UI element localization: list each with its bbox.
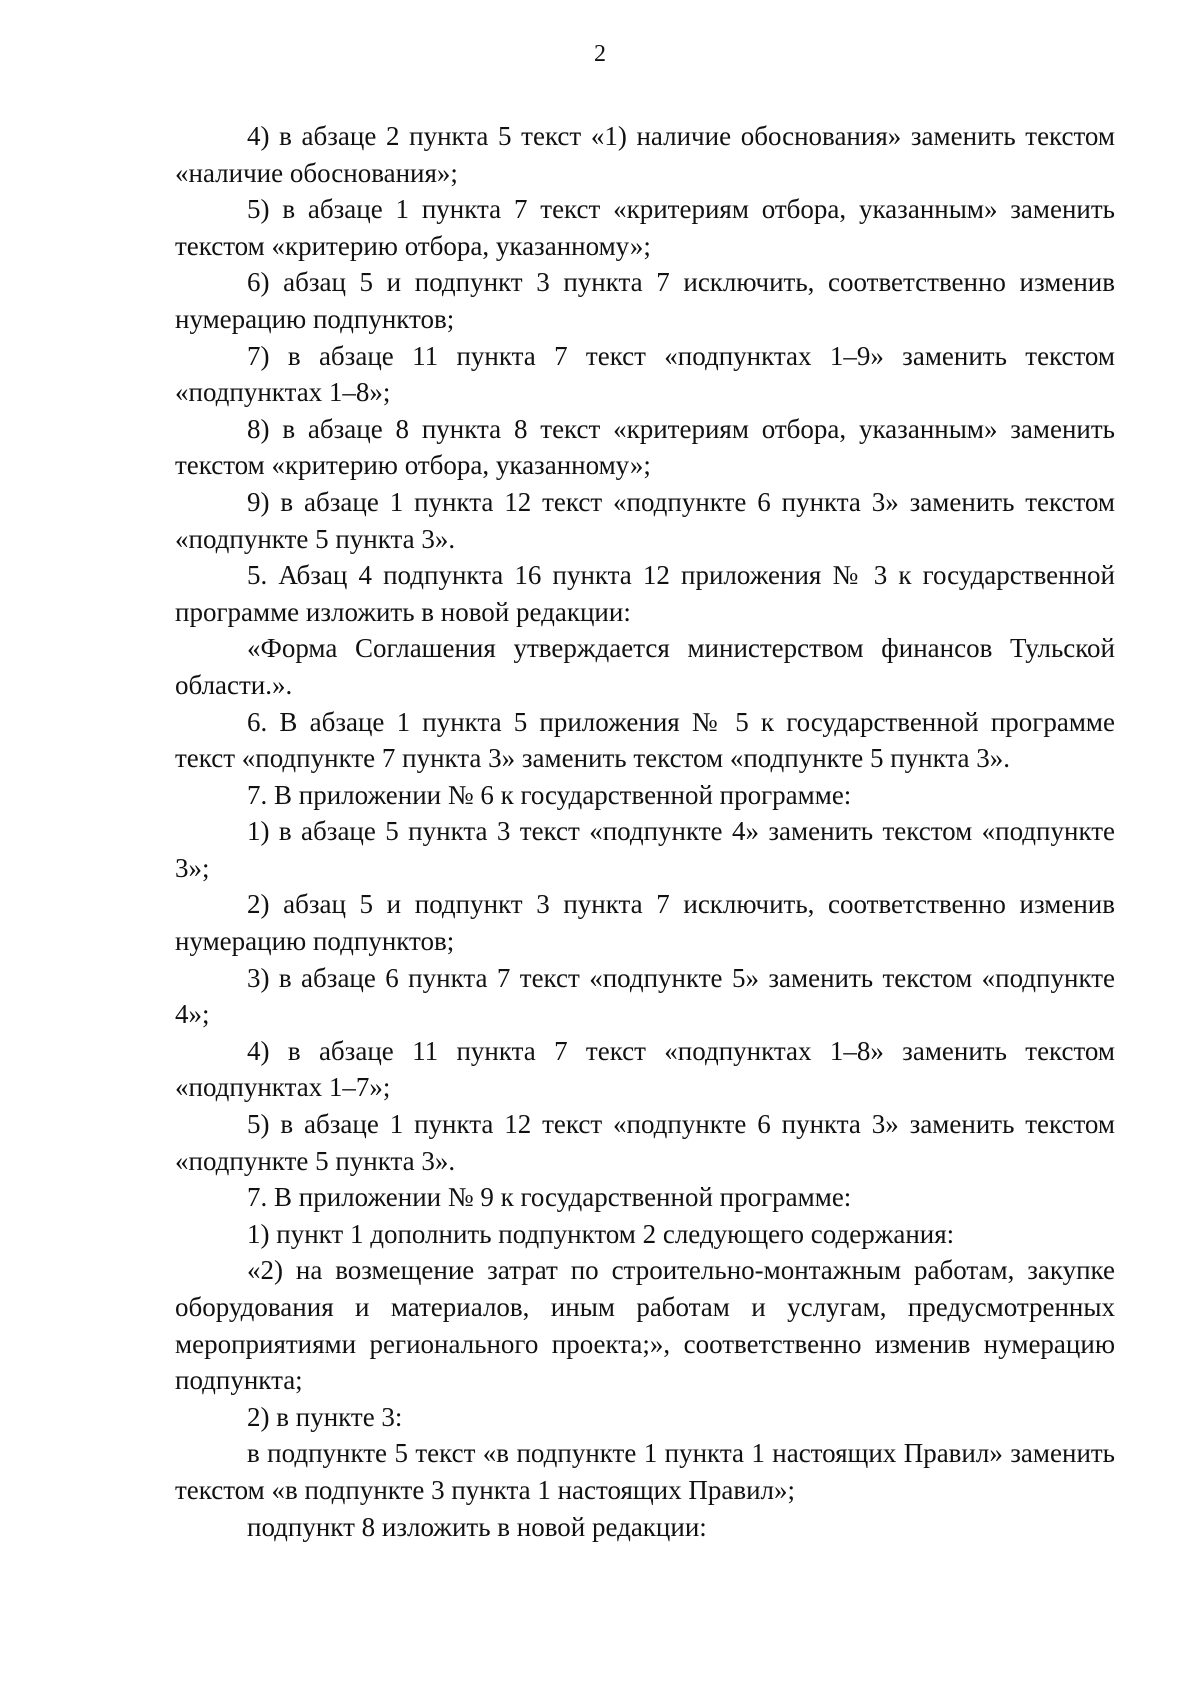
paragraph: 6) абзац 5 и подпункт 3 пункта 7 исключить, соответственно изменив нумерацию подпунктов;: [175, 267, 1115, 334]
paragraph: 1) в абзаце 5 пункта 3 текст «подпункте 4» заменить текстом «подпункте 3»;: [175, 816, 1115, 883]
paragraph: 7. В приложении № 9 к государственной программе:: [247, 1182, 852, 1213]
paragraph: 6. В абзаце 1 пункта 5 приложения № 5 к государственной программе текст «подпункте 7 пункта 3» заменить текстом «подпункте 5 пункта 3».: [175, 706, 1115, 774]
paragraph: 1) пункт 1 дополнить подпунктом 2 следующего содержания:: [247, 1218, 955, 1249]
paragraph: 4) в абзаце 2 пункта 5 текст «1) наличие обоснования» заменить текстом «наличие обоснования»;: [175, 121, 1115, 188]
paragraph: подпункт 8 изложить в новой редакции:: [247, 1511, 707, 1542]
paragraph: в подпункте 5 текст «в подпункте 1 пункта 1 настоящих Правил» заменить текстом «в подпункте 3 пункта 1 настоящих Правил»;: [175, 1438, 1115, 1505]
paragraph: 5. Абзац 4 подпункта 16 пункта 12 приложения № 3 к государственной программе изложить в новой редакции:: [175, 560, 1115, 627]
page-number: 2: [594, 41, 606, 67]
paragraph: «Форма Соглашения утверждается министерством финансов Тульской области.».: [175, 633, 1115, 700]
paragraph: 5) в абзаце 1 пункта 12 текст «подпункте 6 пункта 3» заменить текстом «подпункте 5 пункта 3».: [175, 1109, 1115, 1176]
paragraph: 9) в абзаце 1 пункта 12 текст «подпункте 6 пункта 3» заменить текстом «подпункте 5 пункта 3».: [175, 486, 1115, 554]
paragraph: 4) в абзаце 11 пункта 7 текст «подпунктах 1–8» заменить текстом «подпунктах 1–7»;: [175, 1035, 1115, 1103]
paragraph: 3) в абзаце 6 пункта 7 текст «подпункте 5» заменить текстом «подпункте 4»;: [175, 962, 1115, 1030]
paragraph: 8) в абзаце 8 пункта 8 текст «критериям отбора, указанным» заменить текстом «критерию отбора, указанному»;: [175, 413, 1115, 481]
paragraph: 2) в пункте 3:: [247, 1401, 403, 1432]
paragraph: 7. В приложении № 6 к государственной программе:: [247, 779, 852, 810]
paragraph: 5) в абзаце 1 пункта 7 текст «критериям отбора, указанным» заменить текстом «критерию отбора, указанному»;: [175, 194, 1115, 261]
paragraph: 7) в абзаце 11 пункта 7 текст «подпунктах 1–9» заменить текстом «подпунктах 1–8»;: [175, 340, 1115, 408]
document-body: [175, 118, 1115, 1545]
paragraph: «2) на возмещение затрат по строительно-монтажным работам, закупке оборудования и материалов, иным работам и услугам, предусмотренных мероприятиями регионального проекта;», соответственно изменив нумерацию подпункта;: [175, 1255, 1115, 1396]
paragraph: 2) абзац 5 и подпункт 3 пункта 7 исключить, соответственно изменив нумерацию подпунктов;: [175, 889, 1115, 957]
